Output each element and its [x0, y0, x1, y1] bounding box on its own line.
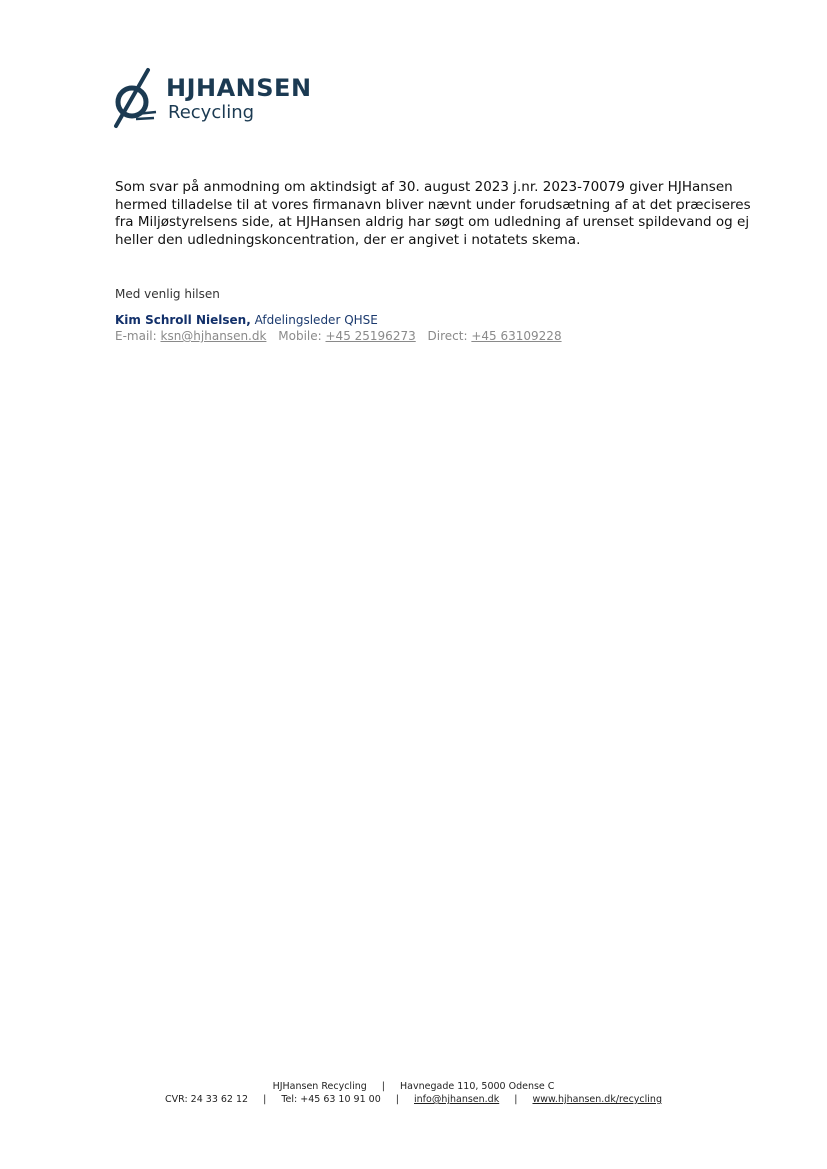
logo-brand-text: HJHANSEN [166, 74, 312, 102]
logo-sub-text: Recycling [168, 102, 255, 123]
letter-greeting: Med venlig hilsen [115, 287, 220, 301]
footer-cvr: CVR: 24 33 62 12 [165, 1094, 249, 1105]
footer-company: HJHansen Recycling [272, 1081, 367, 1092]
mobile-label: Mobile: [278, 329, 322, 343]
page-footer [0, 1080, 827, 1106]
signature-contact [115, 329, 562, 343]
hjhansen-logo-icon [112, 66, 158, 130]
letter-body: Som svar på anmodning om aktindsigt af 30. august 2023 j.nr. 2023-70079 giver HJHansen hermed tilladelse til at vores firmanavn bliver nævnt under forudsætning af at det præciseres fra Miljøstyrelsens side, at HJHansen aldrig har søgt om udledning af urenset spildevand og ej heller den udledningskoncentration, der er angivet i notatets skema. [115, 179, 751, 248]
email-link[interactable]: ksn@hjhansen.dk [160, 329, 267, 343]
footer-row-1 [0, 1080, 827, 1093]
direct-link[interactable]: +45 63109228 [471, 329, 562, 343]
mobile-link[interactable]: +45 25196273 [325, 329, 416, 343]
footer-separator: | [263, 1094, 267, 1105]
footer-row-2 [0, 1093, 827, 1106]
footer-separator: | [381, 1081, 385, 1092]
footer-separator: | [395, 1094, 399, 1105]
signature-line [115, 313, 378, 327]
company-logo [112, 66, 332, 130]
footer-email-link[interactable]: info@hjhansen.dk [414, 1094, 500, 1105]
email-label: E-mail: [115, 329, 157, 343]
signature-title: Afdelingsleder QHSE [254, 313, 378, 327]
direct-label: Direct: [427, 329, 468, 343]
footer-web-link[interactable]: www.hjhansen.dk/recycling [532, 1094, 662, 1105]
footer-address: Havnegade 110, 5000 Odense C [400, 1081, 555, 1092]
footer-tel: Tel: +45 63 10 91 00 [281, 1094, 381, 1105]
signature-name: Kim Schroll Nielsen, [115, 313, 251, 327]
footer-separator: | [514, 1094, 518, 1105]
